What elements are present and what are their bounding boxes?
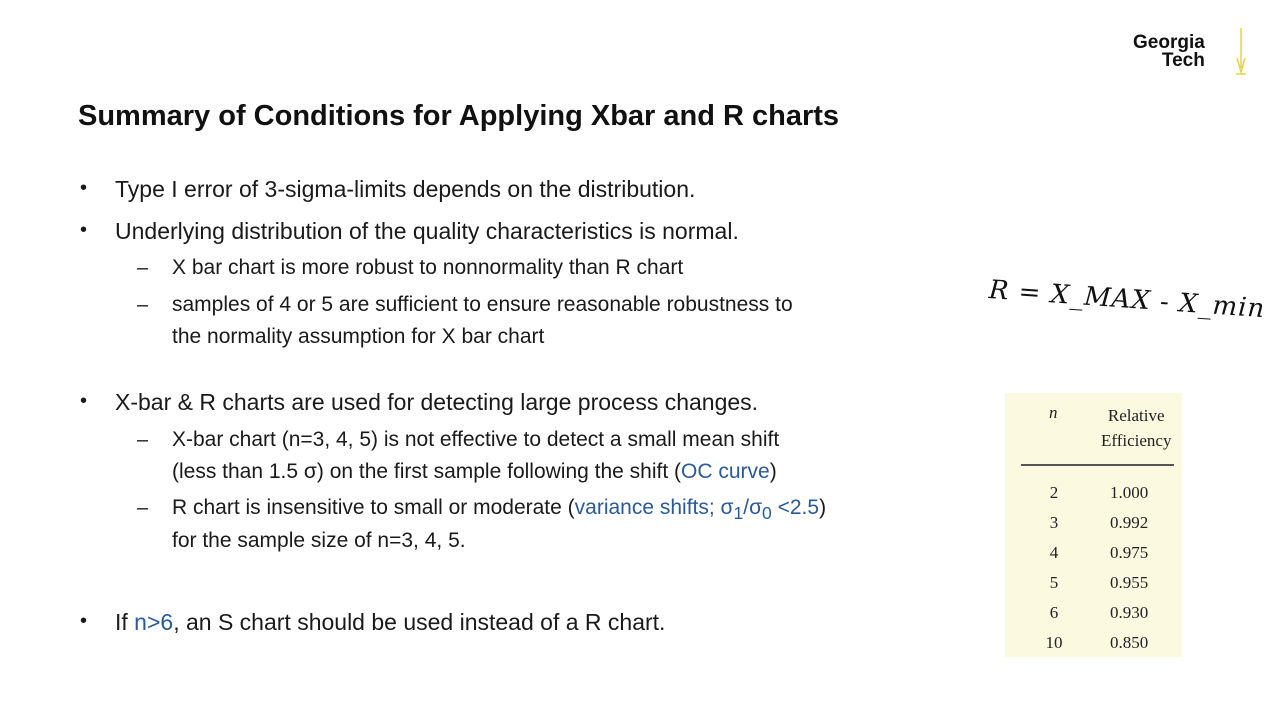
bullet-3: X-bar & R charts are used for detecting large process changes. [115, 389, 759, 415]
cell-n: 2 [1049, 483, 1059, 502]
cell-n: 6 [1049, 603, 1059, 622]
dash: – [137, 429, 149, 451]
text: Relative [1107, 406, 1165, 425]
subscript: 1 [733, 503, 744, 524]
bullet-2: Underlying distribution of the quality characteristics is normal. [115, 218, 739, 244]
handwritten-annotation: R = X_MAX - X_min [987, 275, 1267, 325]
cell-value: 0.955 [1110, 573, 1149, 592]
relative-efficiency-table [1005, 393, 1182, 657]
table-row [1005, 513, 1182, 543]
bullet-4 [115, 609, 665, 636]
divider [1021, 464, 1174, 466]
oc-curve-text: OC curve [681, 460, 770, 483]
sub-bullet: X bar chart is more robust to nonnormality than R chart [172, 256, 684, 279]
logo-line1: Georgia [1133, 32, 1205, 53]
text: (less than 1.5 σ) on the first sample following the shift ( [172, 460, 682, 483]
cell-n: 10 [1045, 633, 1063, 652]
logo-mark-icon [1236, 28, 1246, 76]
dash: – [137, 497, 149, 519]
sub-bullet-cont [172, 460, 777, 484]
table-row [1005, 573, 1182, 603]
sub-bullet: X-bar chart (n=3, 4, 5) is not effective to detect a small mean shift [172, 428, 780, 451]
sub-bullet: samples of 4 or 5 are sufficient to ensure reasonable robustness to [172, 293, 793, 316]
text: variance shifts; σ [574, 496, 734, 519]
bullet: • [80, 219, 88, 241]
cell-n: 4 [1049, 543, 1059, 562]
text: If [115, 609, 135, 635]
text: , an S chart should be used instead of a R chart. [173, 609, 666, 635]
sub-bullet-cont: for the sample size of n=3, 4, 5. [172, 529, 466, 552]
sub-bullet-cont: the normality assumption for X bar chart [172, 325, 545, 348]
table-row [1005, 633, 1182, 663]
dash: – [137, 257, 149, 279]
cell-value: 0.850 [1110, 633, 1149, 652]
logo-line2: Tech [1161, 50, 1205, 71]
bullet: • [80, 610, 88, 632]
dash: – [137, 294, 149, 316]
text: ) [769, 460, 777, 483]
header-relative-efficiency [1101, 403, 1171, 453]
table-row [1005, 603, 1182, 633]
bullet: • [80, 177, 88, 199]
table-row [1005, 483, 1182, 513]
text: ) [819, 496, 827, 519]
text: Efficiency [1101, 431, 1172, 450]
variance-text [574, 496, 820, 524]
cell-n: 3 [1049, 513, 1059, 532]
table-row [1005, 543, 1182, 573]
bullet: • [80, 390, 88, 412]
cell-n: 5 [1049, 573, 1059, 592]
georgia-tech-logo [1133, 34, 1205, 70]
slide-title: Summary of Conditions for Applying Xbar and R charts [78, 100, 840, 132]
header-n: n [1049, 403, 1058, 422]
text: <2.5 [771, 496, 820, 519]
cell-value: 0.992 [1110, 513, 1149, 532]
text: /σ [743, 496, 763, 519]
cell-value: 1.000 [1110, 483, 1149, 502]
text: R chart is insensitive to small or moderate ( [172, 496, 575, 519]
bullet-1: Type I error of 3-sigma-limits depends on the distribution. [115, 176, 696, 202]
subscript: 0 [762, 503, 772, 524]
cell-value: 0.975 [1110, 543, 1149, 562]
sub-bullet [172, 496, 826, 524]
cell-value: 0.930 [1110, 603, 1149, 622]
n-gt-6-text: n>6 [134, 609, 174, 635]
